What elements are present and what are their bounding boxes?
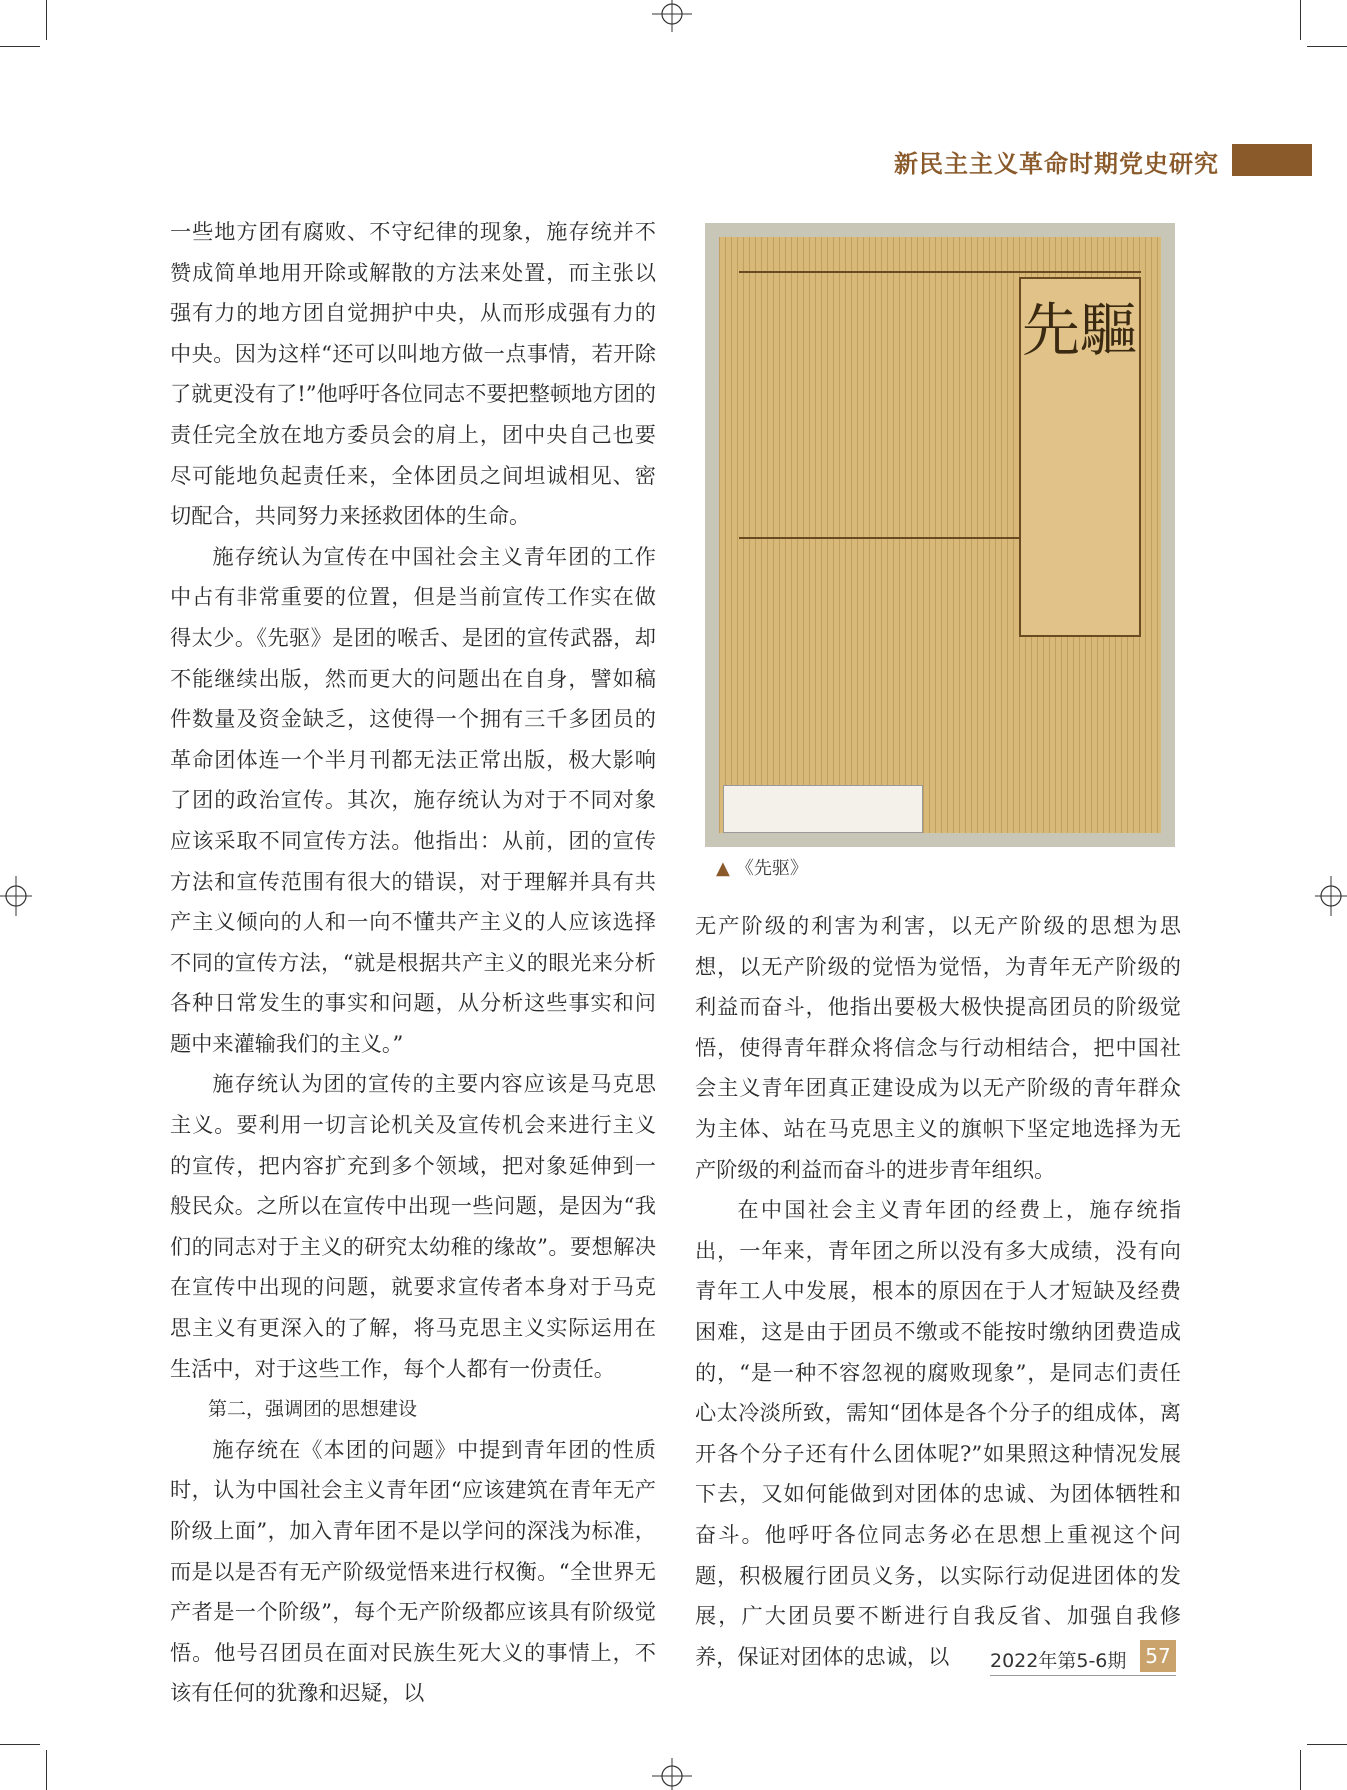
crop-mark <box>1307 1744 1347 1745</box>
caption-marker-icon: ▲ <box>716 858 730 879</box>
paragraph: 施存统认为团的宣传的主要内容应该是马克思主义。要利用一切言论机关及宣传机会来进行主义的宣传，把内容扩充到多个领域，把对象延伸到一般民众。之所以在宣传中出现一些问题，是因为“我们的同志对于主义的研究太幼稚的缘故”。要想解决在宣传中出现的问题，就要求宣传者本身对于马克思主义有更深入的了解，将马克思主义实际运用在生活中，对于这些工作，每个人都有一份责任。 <box>170 1071 656 1381</box>
crop-mark <box>1300 0 1301 40</box>
page-number: 57 <box>1140 1640 1176 1672</box>
paragraph: 无产阶级的利害为利害，以无产阶级的思想为思想，以无产阶级的觉悟为觉悟，为青年无产阶级的利益而奋斗，他指出要极大极快提高团员的阶级觉悟，使得青年群众将信念与行动相结合，把中国社会主义青年团真正建设成为以无产阶级的青年群众为主体、站在马克思主义的旗帜下坚定地选择为无产阶级的利益而奋斗的进步青年组织。 <box>695 913 1181 1182</box>
paragraph: 施存统认为宣传在中国社会主义青年团的工作中占有非常重要的位置，但是当前宣传工作实在做得太少。《先驱》是团的喉舌、是团的宣传武器，却不能继续出版，然而更大的问题出在自身，譬如稿件数量及资金缺乏，这使得一个拥有三千多团员的革命团体连一个半月刊都无法正常出版，极大影响了团的政治宣传。其次，施存统认为对于不同对象应该采取不同宣传方法。他指出：从前，团的宣传方法和宣传范围有很大的错误，对于理解并具有共产主义倾向的人和一向不懂共产主义的人应该选择不同的宣传方法，“就是根据共产主义的眼光来分析各种日常发生的事实和问题，从分析这些事实和问题中来灌输我们的主义。” <box>170 543 656 1056</box>
paragraph: 一些地方团有腐败、不守纪律的现象，施存统并不赞成简单地用开除或解散的方法来处置，而主张以强有力的地方团自觉拥护中央，从而形成强有力的中央。因为这样“还可以叫地方做一点事情，若开除了就更没有了!”他呼吁各位同志不要把整顿地方团的责任完全放在地方委员会的肩上，团中央自己也要尽可能地负起责任来，全体团员之间坦诚相见、密切配合，共同努力来拯救团体的生命。 <box>170 219 656 529</box>
crop-mark <box>0 46 40 47</box>
masthead-box <box>1019 277 1141 637</box>
registration-mark-icon <box>652 1750 692 1790</box>
paragraph: 在中国社会主义青年团的经费上，施存统指出，一年来，青年团之所以没有多大成绩，没有向青年工人中发展，根本的原因在于人才短缺及经费困难，这是由于团员不缴或不能按时缴纳团费造成的，“是一种不容忽视的腐败现象”，是同志们责任心太冷淡所致，需知“团体是各个分子的组成体，离开各个分子还有什么团体呢?”如果照这种情况发展下去，又如何能做到对团体的忠诚、为团体牺牲和奋斗。他呼吁各位同志务必在思想上重视这个问题，积极履行团员义务，以实际行动促进团体的发展，广大团员要不断进行自我反省、加强自我修养，保证对团体的忠诚，以 <box>695 1197 1181 1669</box>
museum-label-card <box>723 785 923 833</box>
section-title-bar <box>1232 144 1312 176</box>
registration-mark-icon <box>0 876 40 916</box>
registration-mark-icon <box>1307 876 1347 916</box>
footer-rule <box>990 1675 1176 1676</box>
crop-mark <box>46 0 47 40</box>
crop-mark <box>0 1744 40 1745</box>
paragraph: 施存统在《本团的问题》中提到青年团的性质时，认为中国社会主义青年团“应该建筑在青年无产阶级上面”，加入青年团不是以学问的深浅为标准，而是以是否有无产阶级觉悟来进行权衡。“全世界无产者是一个阶级”，每个无产阶级都应该具有阶级觉悟。他号召团员在面对民族生死大义的事情上，不该有任何的犹豫和迟疑，以 <box>170 1436 656 1706</box>
crop-mark <box>1300 1750 1301 1790</box>
registration-mark-icon <box>652 0 692 40</box>
crop-mark <box>46 1750 47 1790</box>
issue-label: 2022年第5-6期 <box>990 1650 1127 1672</box>
section-heading: 第二，强调团的思想建设 <box>208 1398 418 1421</box>
right-column <box>695 906 1181 1677</box>
crop-mark <box>1307 46 1347 47</box>
section-title: 新民主主义革命时期党史研究 <box>894 150 1219 178</box>
newspaper-page <box>719 237 1161 833</box>
caption-text: 《先驱》 <box>735 858 808 879</box>
figure-caption <box>716 854 808 880</box>
masthead-title: 先驅 <box>1021 296 1138 364</box>
divider <box>739 271 1141 273</box>
newspaper-photo <box>705 223 1175 847</box>
left-column <box>170 212 656 1714</box>
